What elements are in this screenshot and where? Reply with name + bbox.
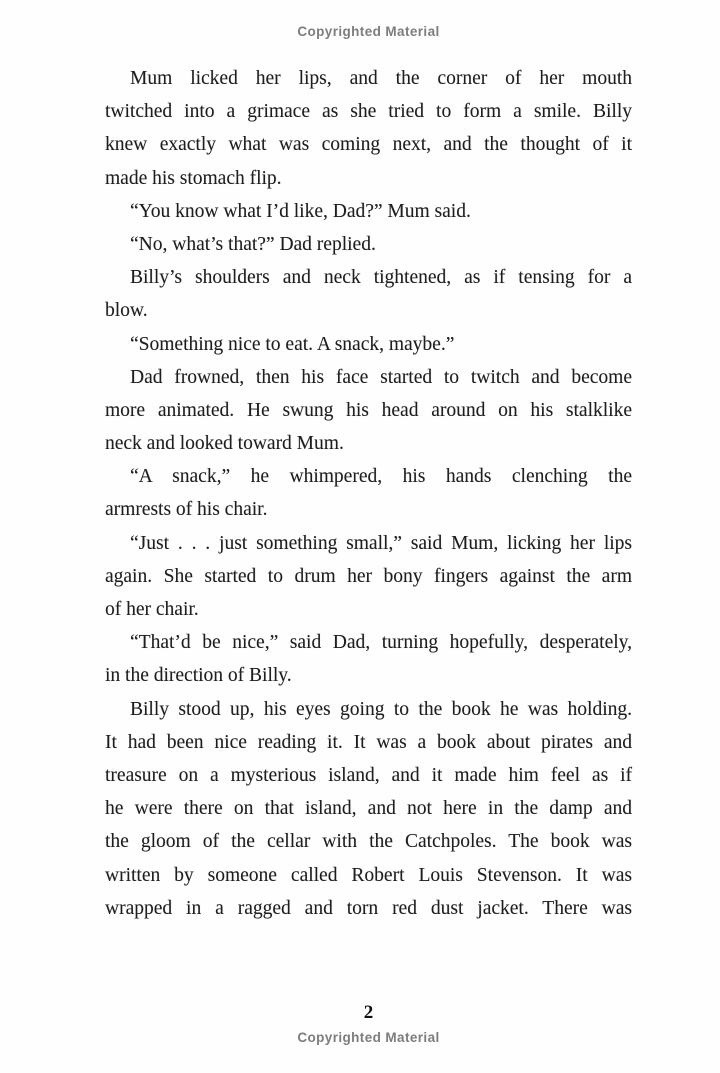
text-line: written by someone called Robert Louis Stevenson. It was (105, 864, 632, 886)
text-line: “No, what’s that?” Dad replied. (130, 233, 376, 255)
text-line: made his stomach flip. (105, 167, 282, 189)
text-line: “Something nice to eat. A snack, maybe.” (130, 333, 455, 355)
text-line: the gloom of the cellar with the Catchpoles. The book was (105, 831, 632, 853)
text-line: in the direction of Billy. (105, 665, 292, 687)
text-line: twitched into a grimace as she tried to form a smile. Billy (105, 101, 632, 123)
text-line: of her chair. (105, 599, 199, 620)
text-line: “A snack,” he whimpered, his hands clenching the (130, 466, 632, 488)
body-text (105, 62, 632, 925)
copyright-notice-bottom: Copyrighted Material (297, 1030, 440, 1045)
paragraph-6 (105, 361, 632, 461)
paragraph-7 (105, 460, 632, 526)
text-line: treasure on a mysterious island, and it made him feel as if (105, 764, 632, 786)
text-line: neck and looked toward Mum. (105, 433, 344, 455)
paragraph-4 (105, 261, 632, 327)
paragraph-1 (105, 62, 632, 195)
paragraph-8 (105, 527, 632, 627)
text-line: knew exactly what was coming next, and the thought of it (105, 134, 632, 156)
text-line: “Just . . . just something small,” said Mum, licking her lips (130, 532, 632, 554)
text-line: It had been nice reading it. It was a book about pirates and (105, 731, 632, 753)
text-line: he were there on that island, and not here in the damp and (105, 798, 632, 820)
paragraph-9 (105, 626, 632, 692)
text-line: wrapped in a ragged and torn red dust jacket. There was (105, 897, 632, 919)
paragraph-5 (105, 328, 632, 361)
text-line: armrests of his chair. (105, 499, 268, 521)
text-line: Mum licked her lips, and the corner of her mouth (130, 68, 632, 89)
text-line: Dad frowned, then his face started to twitch and become (130, 366, 632, 388)
text-line: “That’d be nice,” said Dad, turning hopefully, desperately, (130, 632, 632, 654)
text-line: Billy’s shoulders and neck tightened, as if tensing for a (130, 267, 632, 289)
page-number: 2 (363, 1002, 374, 1023)
text-line: “You know what I’d like, Dad?” Mum said. (130, 200, 471, 222)
text-line: blow. (105, 300, 148, 322)
copyright-notice-top: Copyrighted Material (297, 24, 440, 39)
text-line: more animated. He swung his head around on his stalklike (105, 399, 632, 421)
paragraph-3 (105, 228, 632, 261)
text-line: again. She started to drum her bony fingers against the arm (105, 565, 632, 587)
paragraph-2 (105, 195, 632, 228)
text-line: Billy stood up, his eyes going to the book he was holding. (130, 698, 632, 720)
paragraph-10 (105, 693, 632, 925)
